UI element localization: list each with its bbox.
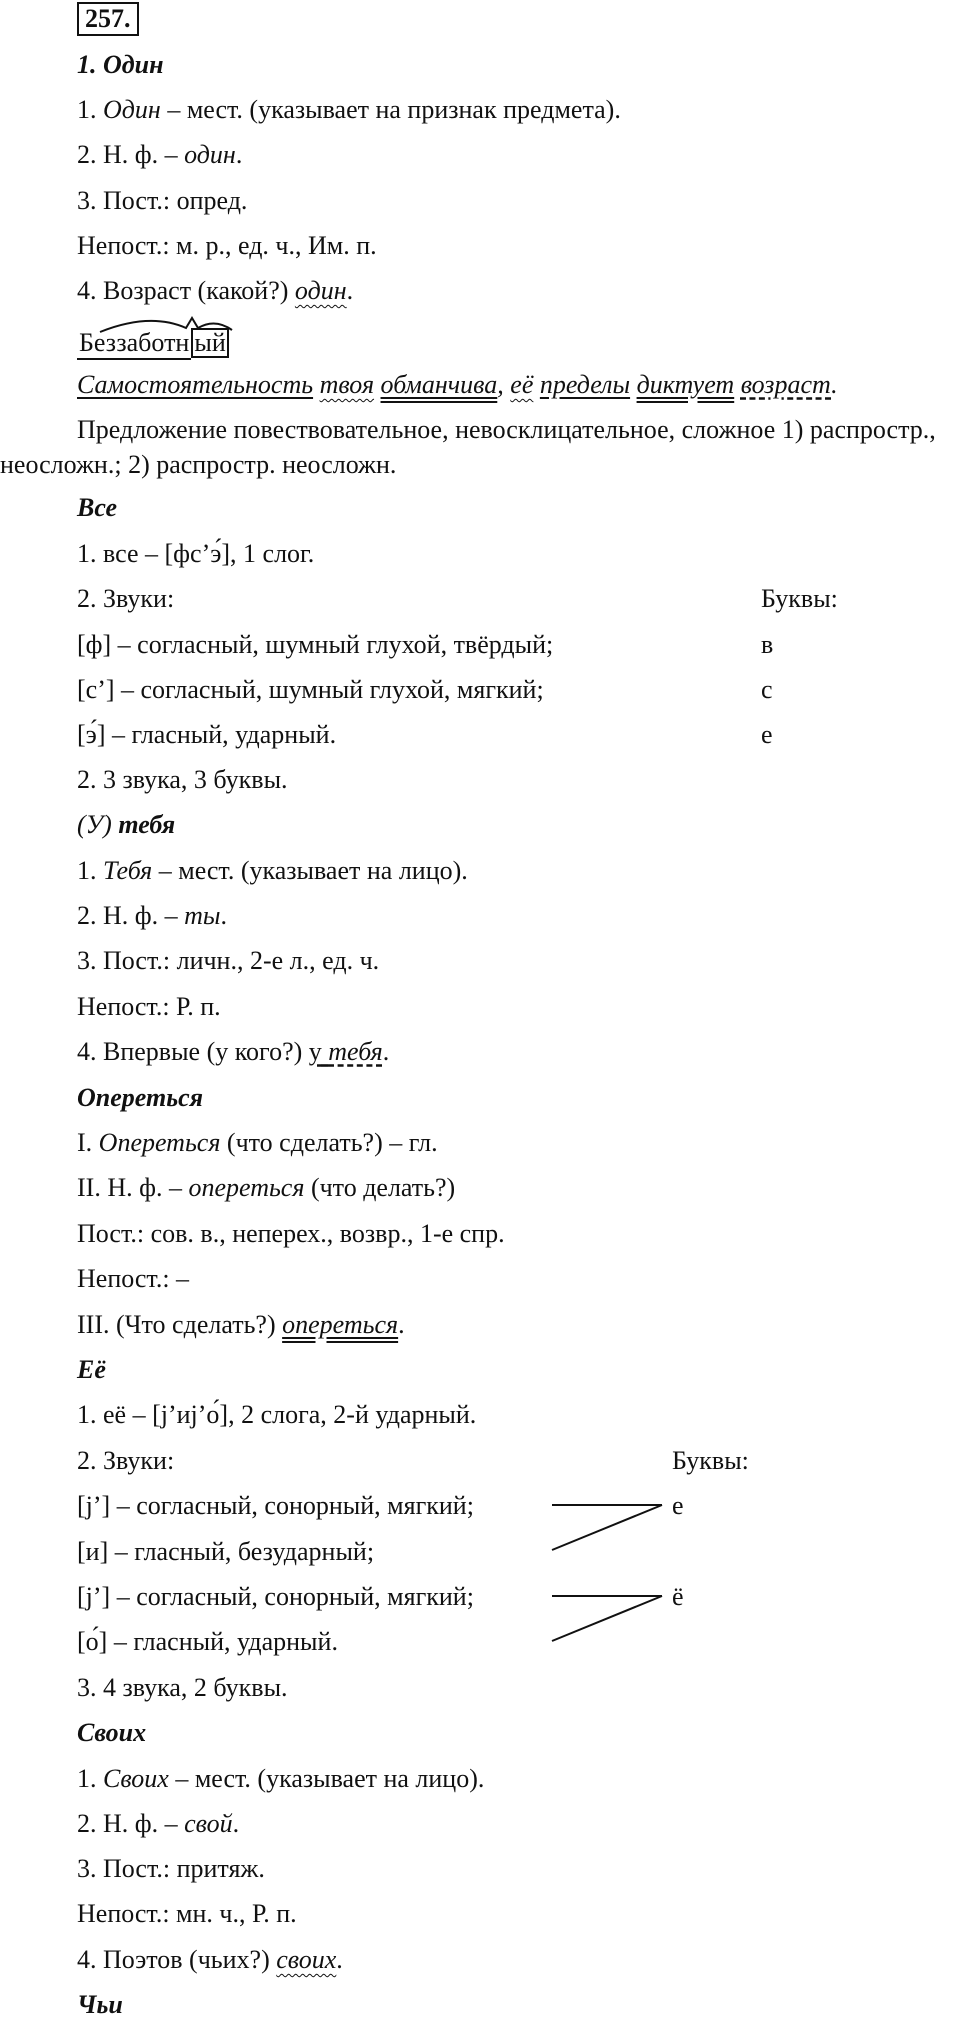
word-ending: ый xyxy=(191,328,228,358)
odin-line-4: Непост.: м. р., ед. ч., Им. п. xyxy=(77,231,377,260)
eyo-sound-row: [j’] – согласный, сонорный, мягкий; xyxy=(77,1491,474,1520)
odin-line-5: 4. Возраст (какой?) один. xyxy=(77,276,354,305)
tebya-line-5: 4. Впервые (у кого?) у тебя. xyxy=(77,1037,390,1066)
odin-line-3: 3. Пост.: опред. xyxy=(77,186,248,215)
operetsya-line-3: Пост.: сов. в., неперех., возвр., 1-е спр. xyxy=(77,1219,505,1248)
tebya-line-4: Непост.: Р. п. xyxy=(77,992,221,1021)
exercise-number: 257. xyxy=(77,2,139,36)
svoih-line-3: 3. Пост.: притяж. xyxy=(77,1854,265,1883)
eyo-letters-label: Буквы: xyxy=(672,1446,749,1475)
eyo-sounds-label: 2. Звуки: xyxy=(77,1446,175,1475)
odin-line-2: 2. Н. ф. – один. xyxy=(77,140,243,169)
tebya-line-1: 1. Тебя – мест. (указывает на лицо). xyxy=(77,856,468,885)
operetsya-line-2: II. Н. ф. – опереться (что делать?) xyxy=(77,1173,456,1202)
attribute: её xyxy=(510,370,534,399)
operetsya-line-4: Непост.: – xyxy=(77,1264,190,1293)
section-heading-vse: Все xyxy=(77,493,118,522)
object: у тебя xyxy=(308,1037,383,1066)
object: возраст xyxy=(740,370,832,399)
sentence-characteristics: Предложение повествовательное, невосклицательное, сложное 1) распростр., неосложн.; 2) распростр. неосложн. xyxy=(0,415,936,479)
subject: пределы xyxy=(539,370,631,399)
section-heading-svoih: Своих xyxy=(77,1718,147,1747)
svoih-line-5: 4. Поэтов (чьих?) своих. xyxy=(77,1945,343,1974)
sound-letter-link xyxy=(552,1596,662,1641)
vse-letter: е xyxy=(761,720,773,749)
vse-letters-label: Буквы: xyxy=(761,584,838,613)
underlined-word: один xyxy=(294,276,347,305)
eyo-letter: е xyxy=(672,1491,684,1520)
attribute: своих xyxy=(276,1945,337,1974)
predicate: диктует xyxy=(636,370,735,399)
vse-summary: 2. 3 звука, 3 буквы. xyxy=(77,765,288,794)
section-heading-tebya: (У) тебя xyxy=(77,810,176,839)
svoih-line-1: 1. Своих – мест. (указывает на лицо). xyxy=(77,1764,485,1793)
svoih-line-4: Непост.: мн. ч., Р. п. xyxy=(77,1899,297,1928)
eyo-letter: ё xyxy=(672,1582,684,1611)
tebya-line-2: 2. Н. ф. – ты. xyxy=(77,901,228,930)
eyo-sound-row: [о́] – гласный, ударный. xyxy=(77,1627,338,1656)
vse-sounds-label: 2. Звуки: xyxy=(77,584,175,613)
predicate: опереться xyxy=(282,1310,399,1339)
root-arc xyxy=(100,318,232,332)
svoih-line-2: 2. Н. ф. – свой. xyxy=(77,1809,240,1838)
eyo-line-1: 1. её – [j’иj’о́], 2 слога, 2-й ударный. xyxy=(77,1400,477,1429)
vse-letter: с xyxy=(761,675,773,704)
analyzed-sentence: Самостоятельность твоя обманчива, её пределы диктует возраст. xyxy=(77,370,838,399)
vse-sound-row: [с’] – согласный, шумный глухой, мягкий; xyxy=(77,675,544,704)
vse-line-1: 1. все – [фс’э́], 1 слог. xyxy=(77,539,315,568)
vse-sound-row: [э́] – гласный, ударный. xyxy=(77,720,337,749)
word-stem: Беззаботн xyxy=(77,328,191,360)
eyo-sound-row: [j’] – согласный, сонорный, мягкий; xyxy=(77,1582,474,1611)
section-heading-operetsya: Опереться xyxy=(77,1083,204,1112)
attribute: твоя xyxy=(319,370,375,399)
eyo-sound-row: [и] – гласный, безударный; xyxy=(77,1537,375,1566)
eyo-summary: 3. 4 звука, 2 буквы. xyxy=(77,1673,288,1702)
operetsya-line-1: I. Опереться (что сделать?) – гл. xyxy=(77,1128,438,1157)
predicate: обманчива xyxy=(380,370,498,399)
odin-line-1: 1. Один – мест. (указывает на признак предмета). xyxy=(77,95,621,124)
subject: Самостоятельность xyxy=(77,370,314,399)
section-heading-odin: 1. Один xyxy=(77,50,164,79)
vse-sound-row: [ф] – согласный, шумный глухой, твёрдый; xyxy=(77,630,554,659)
section-heading-eyo: Её xyxy=(77,1355,106,1384)
vse-letter: в xyxy=(761,630,774,659)
sound-letter-link xyxy=(552,1505,662,1550)
section-heading-chyi: Чьи xyxy=(77,1990,123,2019)
tebya-line-3: 3. Пост.: личн., 2-е л., ед. ч. xyxy=(77,946,380,975)
operetsya-line-5: III. (Что сделать?) опереться. xyxy=(77,1310,405,1339)
